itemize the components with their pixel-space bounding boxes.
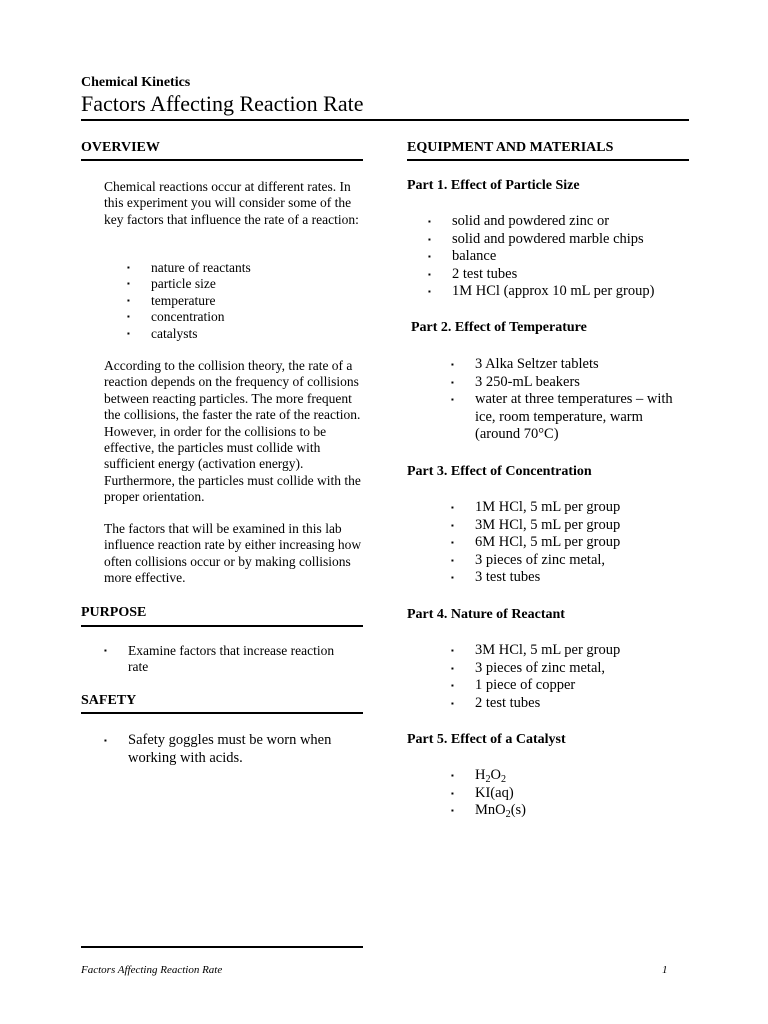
part1-heading: Part 1. Effect of Particle Size [407, 178, 580, 193]
safety-heading: SAFETY [81, 693, 137, 708]
bullet-icon: ▪ [428, 217, 431, 226]
part4-heading: Part 4. Nature of Reactant [407, 607, 565, 622]
list-item: ▪ 3 Alka Seltzer tablets [451, 356, 599, 372]
list-item: ▪ particle size [127, 276, 216, 292]
list-item: ▪ solid and powdered marble chips [428, 230, 644, 247]
list-item: ▪ MnO$_2$(s) [451, 802, 526, 821]
list-item: ▪ $H_2O_2$ [451, 767, 507, 786]
purpose-rule [81, 625, 363, 627]
bullet-icon: ▪ [451, 663, 454, 673]
list-item: ▪ 3M HCl, 5 mL per group [451, 642, 621, 658]
bullet-icon: ▪ [127, 295, 130, 305]
bullet-icon: ▪ [451, 377, 454, 387]
list-item: ▪ 3M HCl, 5 mL per group [451, 516, 621, 533]
doc-title: Factors Affecting Reaction Rate [81, 91, 364, 116]
list-item: ▪ Safety goggles must be worn when working with acids. [104, 732, 332, 766]
bullet-icon: ▪ [451, 555, 454, 565]
purpose-heading: PURPOSE [81, 605, 147, 620]
list-item: ▪ 1 piece of copper [451, 677, 576, 694]
list-item: ▪ catalysts [127, 325, 198, 341]
list-item: ▪ solid and powdered zinc or [428, 213, 610, 229]
safety-rule [81, 712, 363, 714]
overview-rule [81, 159, 363, 161]
bullet-icon: ▪ [451, 646, 454, 655]
list-item: ▪ KI(aq) [451, 784, 514, 801]
list-item: ▪ water at three temperatures – with ice, room temperature, warm (around 70°C) [451, 391, 673, 443]
collision-paragraph: According to the collision theory, the rate of a reaction depends on the frequency of collisions between reacting particles. The more frequent the collisions, the faster the rate of the reaction. However, in order for the collisions to be effective, the particles must collide with sufficient energy (activation energy). Furthermore, the particles must collide with the proper orientation. [104, 358, 361, 505]
list-item: ▪ temperature [127, 292, 216, 308]
list-item: ▪ 3 pieces of zinc metal, [451, 551, 606, 568]
part1-list [428, 213, 688, 301]
page-number: 1 [662, 964, 668, 976]
bullet-icon: ▪ [451, 681, 454, 691]
part3-list [451, 499, 691, 587]
part5-list [451, 767, 691, 820]
list-item: ▪ 3 250-mL beakers [451, 373, 580, 390]
bullet-icon: ▪ [127, 312, 130, 322]
bullet-icon: ▪ [451, 573, 454, 583]
bullet-icon: ▪ [428, 234, 431, 244]
part4-list [451, 642, 691, 712]
list-item: ▪ 3 pieces of zinc metal, [451, 659, 606, 676]
footer-rule [81, 946, 363, 948]
bullet-icon: ▪ [451, 503, 454, 512]
bullet-icon: ▪ [451, 771, 454, 780]
bullet-icon: ▪ [451, 698, 454, 708]
list-item: ▪ concentration [127, 309, 225, 325]
examined-paragraph: The factors that will be examined in this lab influence reaction rate by either increasing how often collisions occur or by making collisions more effective. [104, 521, 362, 586]
part2-heading: Part 2. Effect of Temperature [411, 320, 587, 335]
bullet-icon: ▪ [451, 520, 454, 530]
list-item: ▪ 6M HCl, 5 mL per group [451, 534, 621, 551]
list-item: ▪ balance [428, 248, 497, 265]
footer-title: Factors Affecting Reaction Rate [81, 964, 223, 976]
overview-intro: Chemical reactions occur at different rates. In this experiment you will consider some of the key factors that influence the rate of a reaction: [104, 179, 359, 227]
bullet-icon: ▪ [104, 646, 107, 655]
bullet-icon: ▪ [104, 736, 107, 745]
bullet-icon: ▪ [428, 252, 431, 262]
overview-heading: OVERVIEW [81, 140, 160, 155]
bullet-icon: ▪ [451, 538, 454, 548]
part3-heading: Part 3. Effect of Concentration [407, 464, 592, 479]
list-item: ▪ Examine factors that increase reaction rate [104, 643, 335, 675]
bullet-icon: ▪ [428, 287, 431, 297]
list-item: ▪ 1M HCl (approx 10 mL per group) [428, 283, 655, 300]
bullet-icon: ▪ [127, 279, 130, 289]
list-item: ▪ 2 test tubes [451, 694, 541, 711]
bullet-icon: ▪ [127, 263, 130, 272]
list-item: ▪ 2 test tubes [428, 265, 518, 282]
purpose-list [104, 643, 354, 676]
part5-heading: Part 5. Effect of a Catalyst [407, 732, 566, 747]
bullet-icon: ▪ [127, 328, 130, 338]
part2-list [451, 356, 691, 444]
list-item: ▪ nature of reactants [127, 260, 251, 275]
list-item: ▪ 1M HCl, 5 mL per group [451, 499, 621, 515]
bullet-icon: ▪ [451, 788, 454, 798]
bullet-icon: ▪ [451, 806, 454, 816]
factors-list [127, 260, 347, 342]
list-item: ▪ 3 test tubes [451, 569, 541, 586]
equipment-rule [407, 159, 689, 161]
doc-subtitle: Chemical Kinetics [81, 75, 191, 90]
safety-list [104, 732, 366, 767]
equipment-heading: EQUIPMENT AND MATERIALS [407, 140, 614, 155]
bullet-icon: ▪ [451, 395, 454, 405]
title-rule [81, 119, 689, 121]
bullet-icon: ▪ [428, 269, 431, 279]
bullet-icon: ▪ [451, 360, 454, 369]
